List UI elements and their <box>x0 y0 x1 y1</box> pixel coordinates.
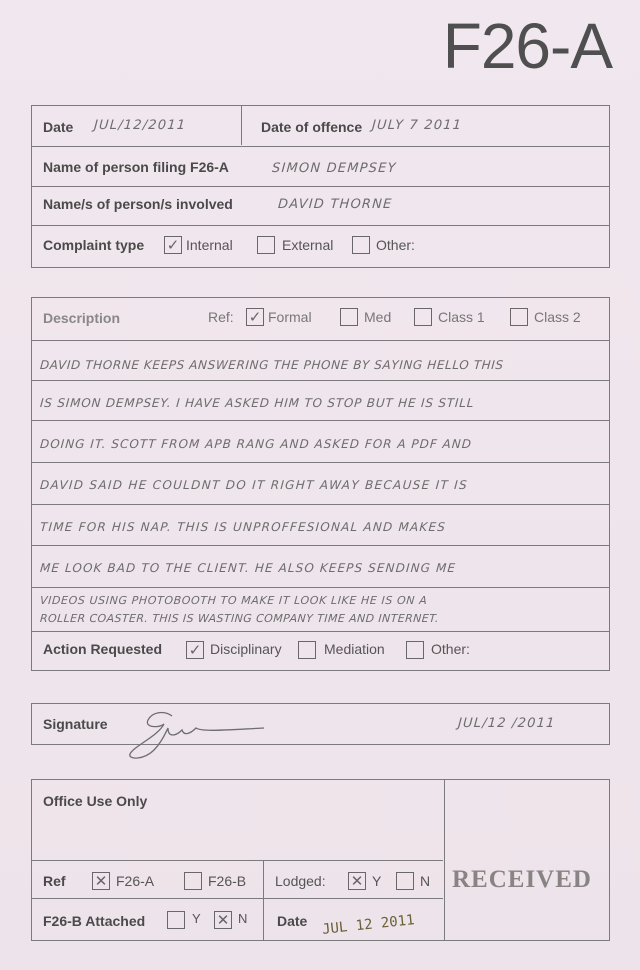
divider <box>32 462 609 463</box>
description-section <box>31 297 610 671</box>
office-date-label: Date <box>277 913 308 929</box>
class1-checkbox[interactable] <box>414 308 432 326</box>
action-requested-label: Action Requested <box>43 641 163 657</box>
other-option-label: Other: <box>376 237 415 253</box>
mediation-checkbox[interactable] <box>298 641 316 659</box>
signature-scribble-icon[interactable] <box>124 706 274 761</box>
description-line-7[interactable]: VIDEOS USING PHOTOBOOTH TO MAKE IT LOOK LIKE HE IS ON A <box>39 594 428 607</box>
divider <box>32 420 609 421</box>
description-line-2[interactable]: IS SIMON DEMPSEY. I HAVE ASKED HIM TO STOP BUT HE IS STILL <box>39 396 475 410</box>
involved-label: Name/s of person/s involved <box>43 196 233 212</box>
description-line-1[interactable]: DAVID THORNE KEEPS ANSWERING THE PHONE BY SAYING HELLO THIS <box>39 358 505 372</box>
formal-option-label: Formal <box>268 309 312 325</box>
lodged-label: Lodged: <box>275 873 326 889</box>
attached-no-checkbox[interactable]: ✕ <box>214 911 232 929</box>
lodged-no-label: N <box>420 873 431 889</box>
date-label: Date <box>43 119 74 135</box>
divider <box>32 340 609 341</box>
internal-checkbox[interactable]: ✓ <box>164 236 182 254</box>
office-use-section <box>31 779 610 941</box>
office-use-title: Office Use Only <box>43 793 148 809</box>
lodged-yes-label: Y <box>372 873 382 889</box>
description-line-8[interactable]: ROLLER COASTER. THIS IS WASTING COMPANY TIME AND INTERNET. <box>39 612 440 625</box>
external-checkbox[interactable] <box>257 236 275 254</box>
signature-date-field[interactable]: JUL/12 /2011 <box>457 716 557 731</box>
offence-date-label: Date of offence <box>261 119 363 135</box>
disciplinary-checkbox[interactable]: ✓ <box>186 641 204 659</box>
action-other-option-label: Other: <box>431 641 470 657</box>
form-code-title: F26-A <box>442 10 612 82</box>
class1-option-label: Class 1 <box>438 309 485 325</box>
disciplinary-option-label: Disciplinary <box>210 641 282 657</box>
divider <box>32 545 609 546</box>
divider <box>444 780 445 940</box>
lodged-yes-checkbox[interactable]: ✕ <box>348 872 366 890</box>
attached-yes-label: Y <box>192 911 201 926</box>
offence-date-field[interactable]: JULY 7 2011 <box>371 118 463 133</box>
action-other-checkbox[interactable] <box>406 641 424 659</box>
office-ref-label: Ref <box>43 873 66 889</box>
f26b-attached-label: F26-B Attached <box>43 913 146 929</box>
divider <box>32 225 609 226</box>
description-line-6[interactable]: ME LOOK BAD TO THE CLIENT. HE ALSO KEEPS SENDING ME <box>39 561 457 575</box>
divider <box>32 898 443 899</box>
description-line-5[interactable]: TIME FOR HIS NAP. THIS IS UNPROFFESIONAL AND MAKES <box>39 520 447 534</box>
lodged-no-checkbox[interactable] <box>396 872 414 890</box>
complaint-type-label: Complaint type <box>43 237 145 253</box>
divider <box>32 146 609 147</box>
external-option-label: External <box>282 237 334 253</box>
attached-yes-checkbox[interactable] <box>167 911 185 929</box>
involved-field[interactable]: DAVID THORNE <box>277 197 393 212</box>
header-section <box>31 105 610 268</box>
description-label: Description <box>43 310 121 326</box>
description-line-4[interactable]: DAVID SAID HE COULDNT DO IT RIGHT AWAY BECAUSE IT IS <box>39 478 469 492</box>
ref-f26a-checkbox[interactable]: ✕ <box>92 872 110 890</box>
divider <box>32 186 609 187</box>
signature-section <box>31 703 610 745</box>
ref-f26a-label: F26-A <box>116 873 155 889</box>
filer-field[interactable]: SIMON DEMPSEY <box>271 161 398 176</box>
ref-label: Ref: <box>208 309 234 325</box>
divider <box>32 587 609 588</box>
signature-label: Signature <box>43 716 108 732</box>
divider <box>32 380 609 381</box>
ref-f26b-label: F26-B <box>208 873 247 889</box>
received-stamp: RECEIVED <box>452 866 592 893</box>
date-field[interactable]: JUL/12/2011 <box>93 118 187 133</box>
class2-checkbox[interactable] <box>510 308 528 326</box>
office-date-stamp: JUL 12 2011 <box>321 912 416 938</box>
med-option-label: Med <box>364 309 392 325</box>
ref-f26b-checkbox[interactable] <box>184 872 202 890</box>
divider <box>32 504 609 505</box>
class2-option-label: Class 2 <box>534 309 581 325</box>
divider <box>241 106 242 145</box>
divider <box>32 860 443 861</box>
formal-checkbox[interactable]: ✓ <box>246 308 264 326</box>
filer-label: Name of person filing F26-A <box>43 159 229 175</box>
divider <box>32 631 609 632</box>
divider <box>263 860 264 940</box>
attached-no-label: N <box>238 911 248 926</box>
med-checkbox[interactable] <box>340 308 358 326</box>
internal-option-label: Internal <box>186 237 233 253</box>
description-line-3[interactable]: DOING IT. SCOTT FROM APB RANG AND ASKED FOR A PDF AND <box>39 437 473 451</box>
other-checkbox[interactable] <box>352 236 370 254</box>
mediation-option-label: Mediation <box>324 641 385 657</box>
